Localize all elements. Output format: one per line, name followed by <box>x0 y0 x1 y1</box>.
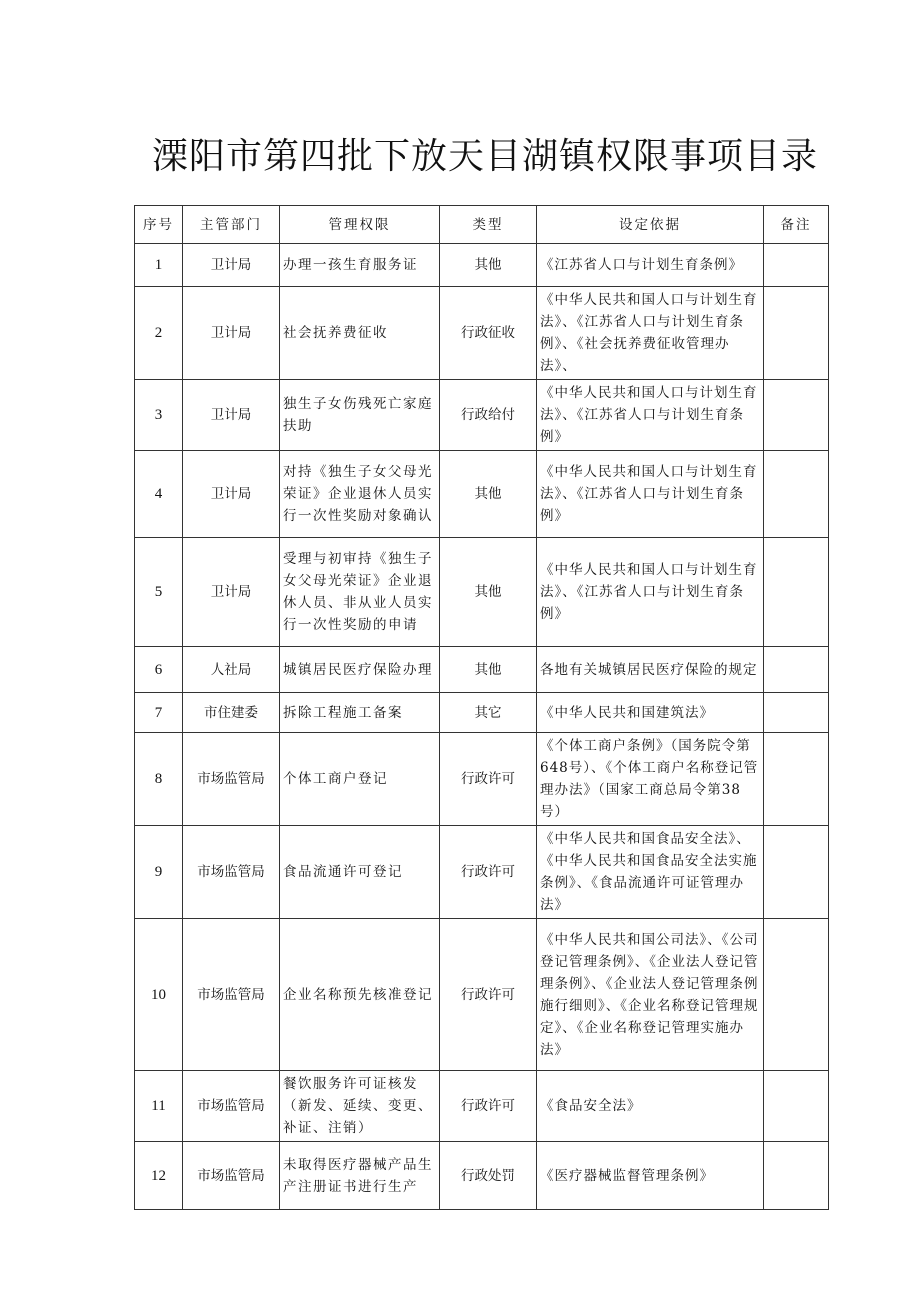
row-note <box>764 733 829 826</box>
row-dept: 卫计局 <box>183 380 280 451</box>
row-dept: 卫计局 <box>183 538 280 647</box>
row-power: 城镇居民医疗保险办理 <box>280 647 440 693</box>
header-basis: 设定依据 <box>537 206 764 244</box>
row-dept: 市场监管局 <box>183 733 280 826</box>
row-power: 食品流通许可登记 <box>280 826 440 919</box>
row-power: 拆除工程施工备案 <box>280 693 440 733</box>
row-dept: 市场监管局 <box>183 1071 280 1142</box>
authority-table <box>134 205 829 1210</box>
row-note <box>764 693 829 733</box>
row-dept: 市场监管局 <box>183 919 280 1071</box>
row-note <box>764 244 829 287</box>
table-row <box>135 451 829 538</box>
row-type: 行政征收 <box>440 287 537 380</box>
row-no: 4 <box>135 451 183 538</box>
row-dept: 卫计局 <box>183 451 280 538</box>
row-note <box>764 826 829 919</box>
table-row <box>135 287 829 380</box>
row-note <box>764 287 829 380</box>
row-basis: 《中华人民共和国人口与计划生育法》、《江苏省人口与计划生育条例》、《社会抚养费征收管理办法》、 <box>537 287 764 380</box>
row-power: 办理一孩生育服务证 <box>280 244 440 287</box>
header-dept: 主管部门 <box>183 206 280 244</box>
page-title: 溧阳市第四批下放天目湖镇权限事项目录 <box>152 136 819 177</box>
header-power: 管理权限 <box>280 206 440 244</box>
row-note <box>764 1142 829 1210</box>
row-type: 其他 <box>440 538 537 647</box>
table-row <box>135 919 829 1071</box>
row-basis: 《中华人民共和国人口与计划生育法》、《江苏省人口与计划生育条例》 <box>537 538 764 647</box>
row-type: 其它 <box>440 693 537 733</box>
row-type: 行政许可 <box>440 1071 537 1142</box>
row-type: 行政给付 <box>440 380 537 451</box>
row-basis: 《中华人民共和国人口与计划生育法》、《江苏省人口与计划生育条例》 <box>537 380 764 451</box>
row-power: 对持《独生子女父母光荣证》企业退休人员实行一次性奖励对象确认 <box>280 451 440 538</box>
row-no: 10 <box>135 919 183 1071</box>
row-type: 其他 <box>440 451 537 538</box>
row-type: 行政处罚 <box>440 1142 537 1210</box>
row-basis: 《中华人民共和国食品安全法》、《中华人民共和国食品安全法实施条例》、《食品流通许可证管理办法》 <box>537 826 764 919</box>
row-no: 2 <box>135 287 183 380</box>
row-basis: 《中华人民共和国人口与计划生育法》、《江苏省人口与计划生育条例》 <box>537 451 764 538</box>
row-basis: 《中华人民共和国建筑法》 <box>537 693 764 733</box>
table-row <box>135 647 829 693</box>
row-power: 餐饮服务许可证核发（新发、延续、变更、补证、注销） <box>280 1071 440 1142</box>
row-dept: 市住建委 <box>183 693 280 733</box>
row-note <box>764 919 829 1071</box>
row-dept: 市场监管局 <box>183 826 280 919</box>
row-basis: 《医疗器械监督管理条例》 <box>537 1142 764 1210</box>
table-row <box>135 538 829 647</box>
row-dept: 市场监管局 <box>183 1142 280 1210</box>
row-power: 企业名称预先核准登记 <box>280 919 440 1071</box>
row-type: 行政许可 <box>440 919 537 1071</box>
row-no: 5 <box>135 538 183 647</box>
header-note: 备注 <box>764 206 829 244</box>
row-type: 行政许可 <box>440 733 537 826</box>
table-row <box>135 826 829 919</box>
row-note <box>764 1071 829 1142</box>
row-note <box>764 380 829 451</box>
row-no: 9 <box>135 826 183 919</box>
table-row <box>135 380 829 451</box>
row-no: 3 <box>135 380 183 451</box>
table-row <box>135 244 829 287</box>
row-note <box>764 647 829 693</box>
row-type: 其他 <box>440 647 537 693</box>
row-power: 社会抚养费征收 <box>280 287 440 380</box>
row-dept: 卫计局 <box>183 244 280 287</box>
row-power: 未取得医疗器械产品生产注册证书进行生产 <box>280 1142 440 1210</box>
row-no: 6 <box>135 647 183 693</box>
row-no: 7 <box>135 693 183 733</box>
header-no: 序号 <box>135 206 183 244</box>
row-power: 受理与初审持《独生子女父母光荣证》企业退休人员、非从业人员实行一次性奖励的申请 <box>280 538 440 647</box>
table-row <box>135 693 829 733</box>
row-basis: 《个体工商户条例》（国务院令第648号）、《个体工商户名称登记管理办法》（国家工商总局令第38号） <box>537 733 764 826</box>
table-row <box>135 1071 829 1142</box>
row-type: 其他 <box>440 244 537 287</box>
header-type: 类型 <box>440 206 537 244</box>
row-basis: 各地有关城镇居民医疗保险的规定 <box>537 647 764 693</box>
row-no: 11 <box>135 1071 183 1142</box>
row-dept: 人社局 <box>183 647 280 693</box>
row-basis: 《食品安全法》 <box>537 1071 764 1142</box>
row-dept: 卫计局 <box>183 287 280 380</box>
row-power: 个体工商户登记 <box>280 733 440 826</box>
row-basis: 《江苏省人口与计划生育条例》 <box>537 244 764 287</box>
table-row <box>135 1142 829 1210</box>
row-power: 独生子女伤残死亡家庭扶助 <box>280 380 440 451</box>
table-row <box>135 733 829 826</box>
row-no: 1 <box>135 244 183 287</box>
row-no: 12 <box>135 1142 183 1210</box>
row-type: 行政许可 <box>440 826 537 919</box>
row-no: 8 <box>135 733 183 826</box>
row-note <box>764 538 829 647</box>
row-note <box>764 451 829 538</box>
row-basis: 《中华人民共和国公司法》、《公司登记管理条例》、《企业法人登记管理条例》、《企业法人登记管理条例施行细则》、《企业名称登记管理规定》、《企业名称登记管理实施办法》 <box>537 919 764 1071</box>
header-row <box>135 206 829 244</box>
